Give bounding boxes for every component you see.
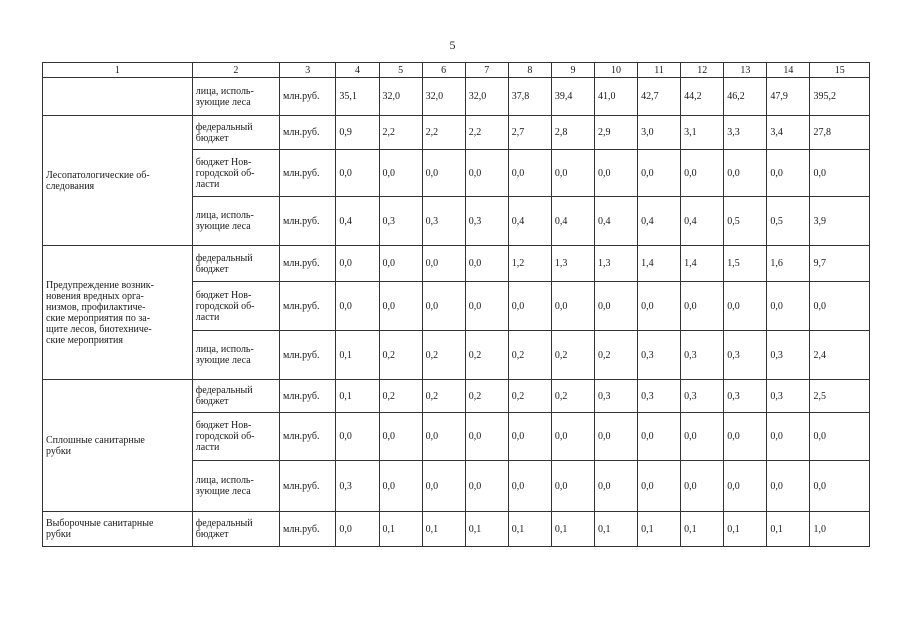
value-cell: 32,0: [465, 78, 508, 116]
column-header: 10: [594, 63, 637, 78]
table-body: [43, 78, 870, 547]
value-cell: 0,4: [508, 197, 551, 246]
value-cell: 395,2: [810, 78, 870, 116]
value-cell: 0,0: [810, 413, 870, 461]
unit-cell: млн.руб.: [280, 380, 336, 413]
value-cell: 0,0: [551, 461, 594, 512]
value-cell: 0,0: [336, 512, 379, 547]
value-cell: 1,3: [594, 246, 637, 282]
value-cell: 0,2: [422, 331, 465, 380]
value-cell: 0,3: [465, 197, 508, 246]
value-cell: 0,4: [594, 197, 637, 246]
value-cell: 0,0: [336, 150, 379, 197]
value-cell: 0,0: [336, 246, 379, 282]
value-cell: 0,5: [767, 197, 810, 246]
table-row: [43, 512, 870, 547]
value-cell: 44,2: [681, 78, 724, 116]
value-cell: 3,3: [724, 116, 767, 150]
value-cell: 2,4: [810, 331, 870, 380]
value-cell: 0,0: [508, 150, 551, 197]
value-cell: 0,0: [767, 413, 810, 461]
table-row: [43, 380, 870, 413]
unit-cell: млн.руб.: [280, 116, 336, 150]
column-header: 12: [681, 63, 724, 78]
value-cell: 0,0: [638, 461, 681, 512]
value-cell: 0,3: [638, 380, 681, 413]
value-cell: 0,0: [767, 150, 810, 197]
unit-cell: млн.руб.: [280, 282, 336, 331]
activity-cell: [43, 78, 193, 116]
value-cell: 9,7: [810, 246, 870, 282]
value-cell: 0,0: [638, 413, 681, 461]
funding-source-cell: федеральный бюджет: [192, 380, 279, 413]
value-cell: 0,0: [465, 413, 508, 461]
funding-source-cell: бюджет Нов- городской об- ласти: [192, 150, 279, 197]
value-cell: 0,9: [336, 116, 379, 150]
value-cell: 0,2: [465, 380, 508, 413]
value-cell: 0,4: [336, 197, 379, 246]
value-cell: 0,2: [465, 331, 508, 380]
value-cell: 0,3: [422, 197, 465, 246]
funding-source-cell: лица, исполь- зующие леса: [192, 461, 279, 512]
column-header: 13: [724, 63, 767, 78]
value-cell: 1,3: [551, 246, 594, 282]
column-header: 5: [379, 63, 422, 78]
value-cell: 0,2: [379, 331, 422, 380]
value-cell: 0,3: [767, 331, 810, 380]
column-header: 15: [810, 63, 870, 78]
value-cell: 0,1: [379, 512, 422, 547]
value-cell: 0,0: [336, 282, 379, 331]
value-cell: 0,2: [422, 380, 465, 413]
value-cell: 0,1: [638, 512, 681, 547]
value-cell: 0,0: [465, 282, 508, 331]
funding-source-cell: лица, исполь- зующие леса: [192, 197, 279, 246]
value-cell: 0,0: [379, 282, 422, 331]
value-cell: 2,8: [551, 116, 594, 150]
value-cell: 0,0: [767, 282, 810, 331]
funding-source-cell: бюджет Нов- городской об- ласти: [192, 413, 279, 461]
value-cell: 2,5: [810, 380, 870, 413]
value-cell: 0,3: [724, 331, 767, 380]
activity-cell: Предупреждение возник- новения вредных орга- низмов, профилактиче- ские мероприятия по за- щите лесов, биотехниче- ские мероприятия: [43, 246, 193, 380]
value-cell: 47,9: [767, 78, 810, 116]
value-cell: 3,9: [810, 197, 870, 246]
value-cell: 32,0: [379, 78, 422, 116]
value-cell: 0,0: [594, 413, 637, 461]
value-cell: 0,0: [810, 150, 870, 197]
value-cell: 0,3: [767, 380, 810, 413]
value-cell: 0,4: [638, 197, 681, 246]
value-cell: 0,0: [422, 150, 465, 197]
value-cell: 41,0: [594, 78, 637, 116]
value-cell: 0,3: [379, 197, 422, 246]
value-cell: 0,0: [422, 461, 465, 512]
value-cell: 0,0: [422, 413, 465, 461]
unit-cell: млн.руб.: [280, 246, 336, 282]
value-cell: 0,1: [336, 380, 379, 413]
value-cell: 0,2: [508, 380, 551, 413]
value-cell: 0,1: [551, 512, 594, 547]
value-cell: 0,0: [594, 461, 637, 512]
value-cell: 0,0: [422, 246, 465, 282]
value-cell: 0,0: [508, 461, 551, 512]
value-cell: 35,1: [336, 78, 379, 116]
column-header: 2: [192, 63, 279, 78]
unit-cell: млн.руб.: [280, 150, 336, 197]
column-header: 3: [280, 63, 336, 78]
value-cell: 0,0: [810, 461, 870, 512]
unit-cell: млн.руб.: [280, 197, 336, 246]
value-cell: 0,1: [508, 512, 551, 547]
value-cell: 2,7: [508, 116, 551, 150]
value-cell: 0,0: [551, 150, 594, 197]
column-header: 1: [43, 63, 193, 78]
funding-source-cell: федеральный бюджет: [192, 512, 279, 547]
value-cell: 0,3: [638, 331, 681, 380]
value-cell: 0,0: [767, 461, 810, 512]
value-cell: 0,0: [638, 150, 681, 197]
activity-cell: Сплошные санитарные рубки: [43, 380, 193, 512]
value-cell: 2,9: [594, 116, 637, 150]
value-cell: 0,0: [336, 413, 379, 461]
value-cell: 1,2: [508, 246, 551, 282]
value-cell: 0,0: [594, 282, 637, 331]
value-cell: 0,0: [594, 150, 637, 197]
value-cell: 0,2: [594, 331, 637, 380]
value-cell: 0,0: [379, 246, 422, 282]
value-cell: 0,4: [551, 197, 594, 246]
value-cell: 42,7: [638, 78, 681, 116]
value-cell: 0,1: [767, 512, 810, 547]
value-cell: 3,1: [681, 116, 724, 150]
value-cell: 0,0: [681, 461, 724, 512]
value-cell: 0,0: [379, 413, 422, 461]
value-cell: 0,0: [724, 413, 767, 461]
funding-source-cell: бюджет Нов- городской об- ласти: [192, 282, 279, 331]
value-cell: 0,0: [379, 461, 422, 512]
value-cell: 0,0: [465, 246, 508, 282]
value-cell: 0,1: [681, 512, 724, 547]
value-cell: 1,4: [681, 246, 724, 282]
column-header: 8: [508, 63, 551, 78]
column-header: 11: [638, 63, 681, 78]
value-cell: 0,1: [336, 331, 379, 380]
unit-cell: млн.руб.: [280, 78, 336, 116]
funding-source-cell: федеральный бюджет: [192, 116, 279, 150]
value-cell: 32,0: [422, 78, 465, 116]
column-header: 4: [336, 63, 379, 78]
column-header: 6: [422, 63, 465, 78]
value-cell: 0,0: [465, 150, 508, 197]
value-cell: 0,0: [681, 282, 724, 331]
table-row: [43, 246, 870, 282]
value-cell: 3,4: [767, 116, 810, 150]
value-cell: 1,4: [638, 246, 681, 282]
value-cell: 0,2: [551, 380, 594, 413]
value-cell: 0,0: [379, 150, 422, 197]
activity-cell: Выборочные санитарные рубки: [43, 512, 193, 547]
value-cell: 0,1: [422, 512, 465, 547]
value-cell: 0,0: [508, 413, 551, 461]
value-cell: 39,4: [551, 78, 594, 116]
funding-source-cell: федеральный бюджет: [192, 246, 279, 282]
column-header: 7: [465, 63, 508, 78]
value-cell: 1,0: [810, 512, 870, 547]
value-cell: 1,6: [767, 246, 810, 282]
value-cell: 0,1: [465, 512, 508, 547]
value-cell: 0,0: [551, 282, 594, 331]
page-number: 5: [449, 38, 456, 52]
value-cell: 46,2: [724, 78, 767, 116]
value-cell: 0,3: [681, 380, 724, 413]
value-cell: 0,1: [724, 512, 767, 547]
table-row: [43, 116, 870, 150]
value-cell: 0,0: [681, 150, 724, 197]
value-cell: 0,1: [594, 512, 637, 547]
value-cell: 2,2: [465, 116, 508, 150]
value-cell: 0,0: [724, 282, 767, 331]
value-cell: 0,2: [508, 331, 551, 380]
value-cell: 0,3: [336, 461, 379, 512]
value-cell: 2,2: [422, 116, 465, 150]
value-cell: 0,0: [810, 282, 870, 331]
value-cell: 37,8: [508, 78, 551, 116]
unit-cell: млн.руб.: [280, 512, 336, 547]
unit-cell: млн.руб.: [280, 413, 336, 461]
value-cell: 0,3: [724, 380, 767, 413]
funding-source-cell: лица, исполь- зующие леса: [192, 78, 279, 116]
value-cell: 0,0: [508, 282, 551, 331]
value-cell: 0,3: [594, 380, 637, 413]
value-cell: 0,0: [724, 150, 767, 197]
value-cell: 0,0: [681, 413, 724, 461]
activity-cell: Лесопатологические об- следования: [43, 116, 193, 246]
column-header: 14: [767, 63, 810, 78]
value-cell: 0,5: [724, 197, 767, 246]
table-header-row: [43, 63, 870, 78]
funding-source-cell: лица, исполь- зующие леса: [192, 331, 279, 380]
value-cell: 0,4: [681, 197, 724, 246]
value-cell: 0,0: [638, 282, 681, 331]
value-cell: 0,2: [379, 380, 422, 413]
value-cell: 27,8: [810, 116, 870, 150]
value-cell: 0,0: [465, 461, 508, 512]
unit-cell: млн.руб.: [280, 331, 336, 380]
unit-cell: млн.руб.: [280, 461, 336, 512]
column-header: 9: [551, 63, 594, 78]
value-cell: 0,0: [422, 282, 465, 331]
value-cell: 3,0: [638, 116, 681, 150]
value-cell: 0,2: [551, 331, 594, 380]
value-cell: 0,3: [681, 331, 724, 380]
budget-table: [42, 62, 870, 547]
value-cell: 1,5: [724, 246, 767, 282]
value-cell: 0,0: [724, 461, 767, 512]
value-cell: 0,0: [551, 413, 594, 461]
table-row: [43, 78, 870, 116]
value-cell: 2,2: [379, 116, 422, 150]
